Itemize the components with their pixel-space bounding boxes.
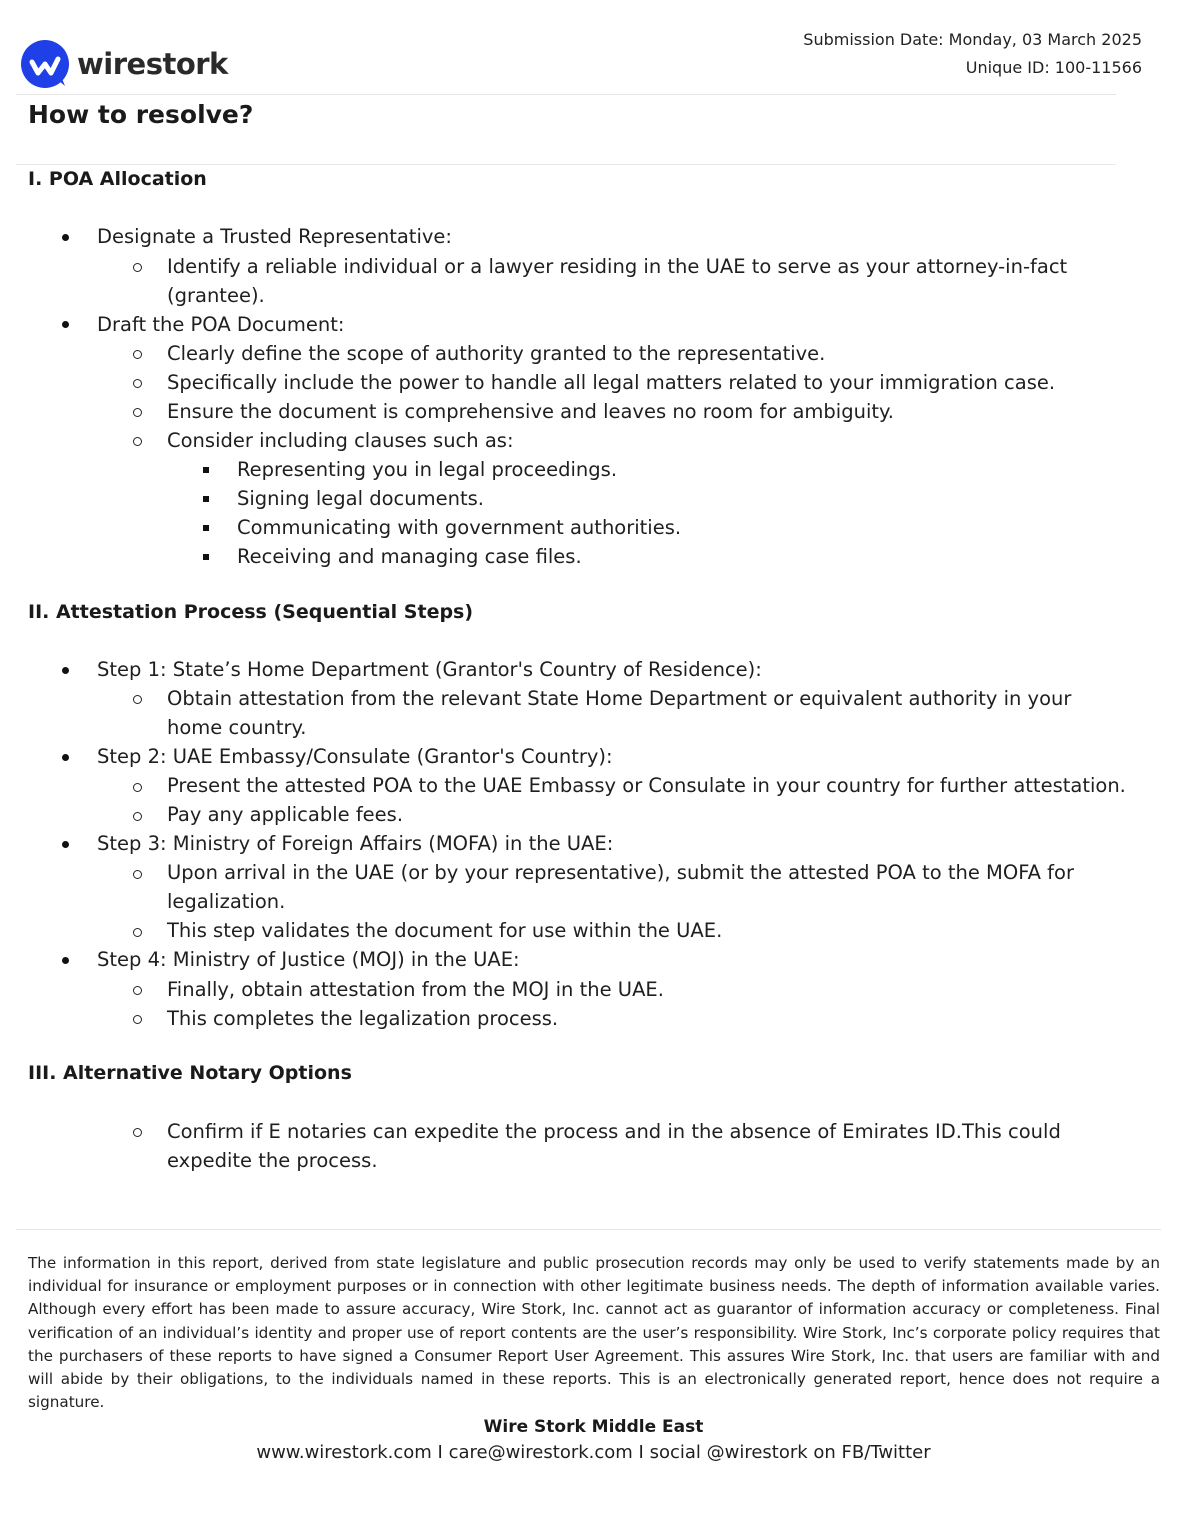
logo-text: wirestork bbox=[77, 47, 228, 81]
section-heading-alternative-notary: III. Alternative Notary Options bbox=[28, 1062, 352, 1084]
list-item-continuation: legalization. bbox=[167, 890, 286, 913]
list-item: Draft the POA Document: bbox=[97, 313, 345, 336]
list-item-continuation: home country. bbox=[167, 716, 307, 739]
list-item: Representing you in legal proceedings. bbox=[237, 458, 618, 481]
circle-bullet-icon bbox=[133, 783, 142, 792]
bullet-icon bbox=[62, 957, 69, 964]
bullet-icon bbox=[62, 234, 69, 241]
square-bullet-icon bbox=[203, 467, 209, 473]
header-divider bbox=[16, 94, 1116, 95]
list-item: Step 1: State’s Home Department (Grantor's Country of Residence): bbox=[97, 658, 762, 681]
list-item: Consider including clauses such as: bbox=[167, 429, 514, 452]
wirestork-logo bbox=[21, 40, 228, 88]
submission-date: Submission Date: Monday, 03 March 2025 bbox=[803, 30, 1142, 49]
circle-bullet-icon bbox=[133, 986, 142, 995]
list-item: Specifically include the power to handle all legal matters related to your immigration case. bbox=[167, 371, 1056, 394]
list-item-continuation: (grantee). bbox=[167, 284, 265, 307]
section-heading-attestation-process: II. Attestation Process (Sequential Steps) bbox=[28, 601, 474, 623]
list-item: Step 4: Ministry of Justice (MOJ) in the UAE: bbox=[97, 948, 520, 971]
document-header bbox=[0, 0, 1187, 96]
report-meta bbox=[803, 26, 1142, 82]
list-item: Communicating with government authorities. bbox=[237, 516, 682, 539]
square-bullet-icon bbox=[203, 525, 209, 531]
circle-bullet-icon bbox=[133, 1015, 142, 1024]
circle-bullet-icon bbox=[133, 1128, 142, 1137]
list-item: Upon arrival in the UAE (or by your representative), submit the attested POA to the MOFA for bbox=[167, 861, 1074, 884]
footer-divider bbox=[16, 1229, 1161, 1230]
disclaimer-text: The information in this report, derived from state legislature and public prosecution records may only be used to verify statements made by an individual for insurance or employment purposes or in connection with other legitimate business needs. The depth of information available varies. Although every effort has been made to assure accuracy, Wire Stork, Inc. cannot act as guarantor of information accuracy or completeness. Final verification of an individual’s identity and proper use of report contents are the user’s responsibility. Wire Stork, Inc’s corporate policy requires that the purchasers of these reports to have signed a Consumer Report User Agreement. This assures Wire Stork, Inc. that users are familiar with and will abide by their obligations, to the individuals named in these reports. This is an electronically generated report, hence does not require a signature. bbox=[28, 1254, 1160, 1412]
list-item: Signing legal documents. bbox=[237, 487, 484, 510]
circle-bullet-icon bbox=[133, 437, 142, 446]
footer-company-name: Wire Stork Middle East bbox=[483, 1417, 704, 1437]
square-bullet-icon bbox=[203, 554, 209, 560]
wirestork-logo-icon bbox=[21, 40, 69, 88]
page-title: How to resolve? bbox=[28, 100, 254, 129]
circle-bullet-icon bbox=[133, 350, 142, 359]
list-item: Confirm if E notaries can expedite the process and in the absence of Emirates ID.This could bbox=[167, 1120, 1061, 1143]
list-item: Identify a reliable individual or a lawyer residing in the UAE to serve as your attorney-in-fact bbox=[167, 255, 1068, 278]
list-item: Step 3: Ministry of Foreign Affairs (MOFA) in the UAE: bbox=[97, 832, 614, 855]
list-item: Step 2: UAE Embassy/Consulate (Grantor's Country): bbox=[97, 745, 613, 768]
square-bullet-icon bbox=[203, 496, 209, 502]
circle-bullet-icon bbox=[133, 870, 142, 879]
circle-bullet-icon bbox=[133, 408, 142, 417]
bullet-icon bbox=[62, 754, 69, 761]
circle-bullet-icon bbox=[133, 379, 142, 388]
list-item: Obtain attestation from the relevant State Home Department or equivalent authority in your bbox=[167, 687, 1072, 710]
circle-bullet-icon bbox=[133, 263, 142, 272]
bullet-icon bbox=[62, 841, 69, 848]
list-item: Pay any applicable fees. bbox=[167, 803, 404, 826]
list-item-continuation: expedite the process. bbox=[167, 1149, 378, 1172]
section-heading-poa-allocation: I. POA Allocation bbox=[28, 168, 207, 190]
list-item: This completes the legalization process. bbox=[167, 1007, 559, 1030]
circle-bullet-icon bbox=[133, 928, 142, 937]
title-divider bbox=[16, 164, 1116, 165]
list-item: Ensure the document is comprehensive and leaves no room for ambiguity. bbox=[167, 400, 894, 423]
list-item: Clearly define the scope of authority granted to the representative. bbox=[167, 342, 826, 365]
list-item: Designate a Trusted Representative: bbox=[97, 225, 452, 248]
list-item: Finally, obtain attestation from the MOJ in the UAE. bbox=[167, 978, 664, 1001]
list-item: Receiving and managing case files. bbox=[237, 545, 582, 568]
list-item: This step validates the document for use within the UAE. bbox=[167, 919, 723, 942]
list-item: Present the attested POA to the UAE Embassy or Consulate in your country for further attestation. bbox=[167, 774, 1126, 797]
bullet-icon bbox=[62, 667, 69, 674]
footer-contact-info: www.wirestork.com I care@wirestork.com I social @wirestork on FB/Twitter bbox=[256, 1442, 931, 1463]
circle-bullet-icon bbox=[133, 695, 142, 704]
bullet-icon bbox=[62, 321, 69, 328]
unique-id: Unique ID: 100-11566 bbox=[965, 58, 1142, 77]
circle-bullet-icon bbox=[133, 812, 142, 821]
